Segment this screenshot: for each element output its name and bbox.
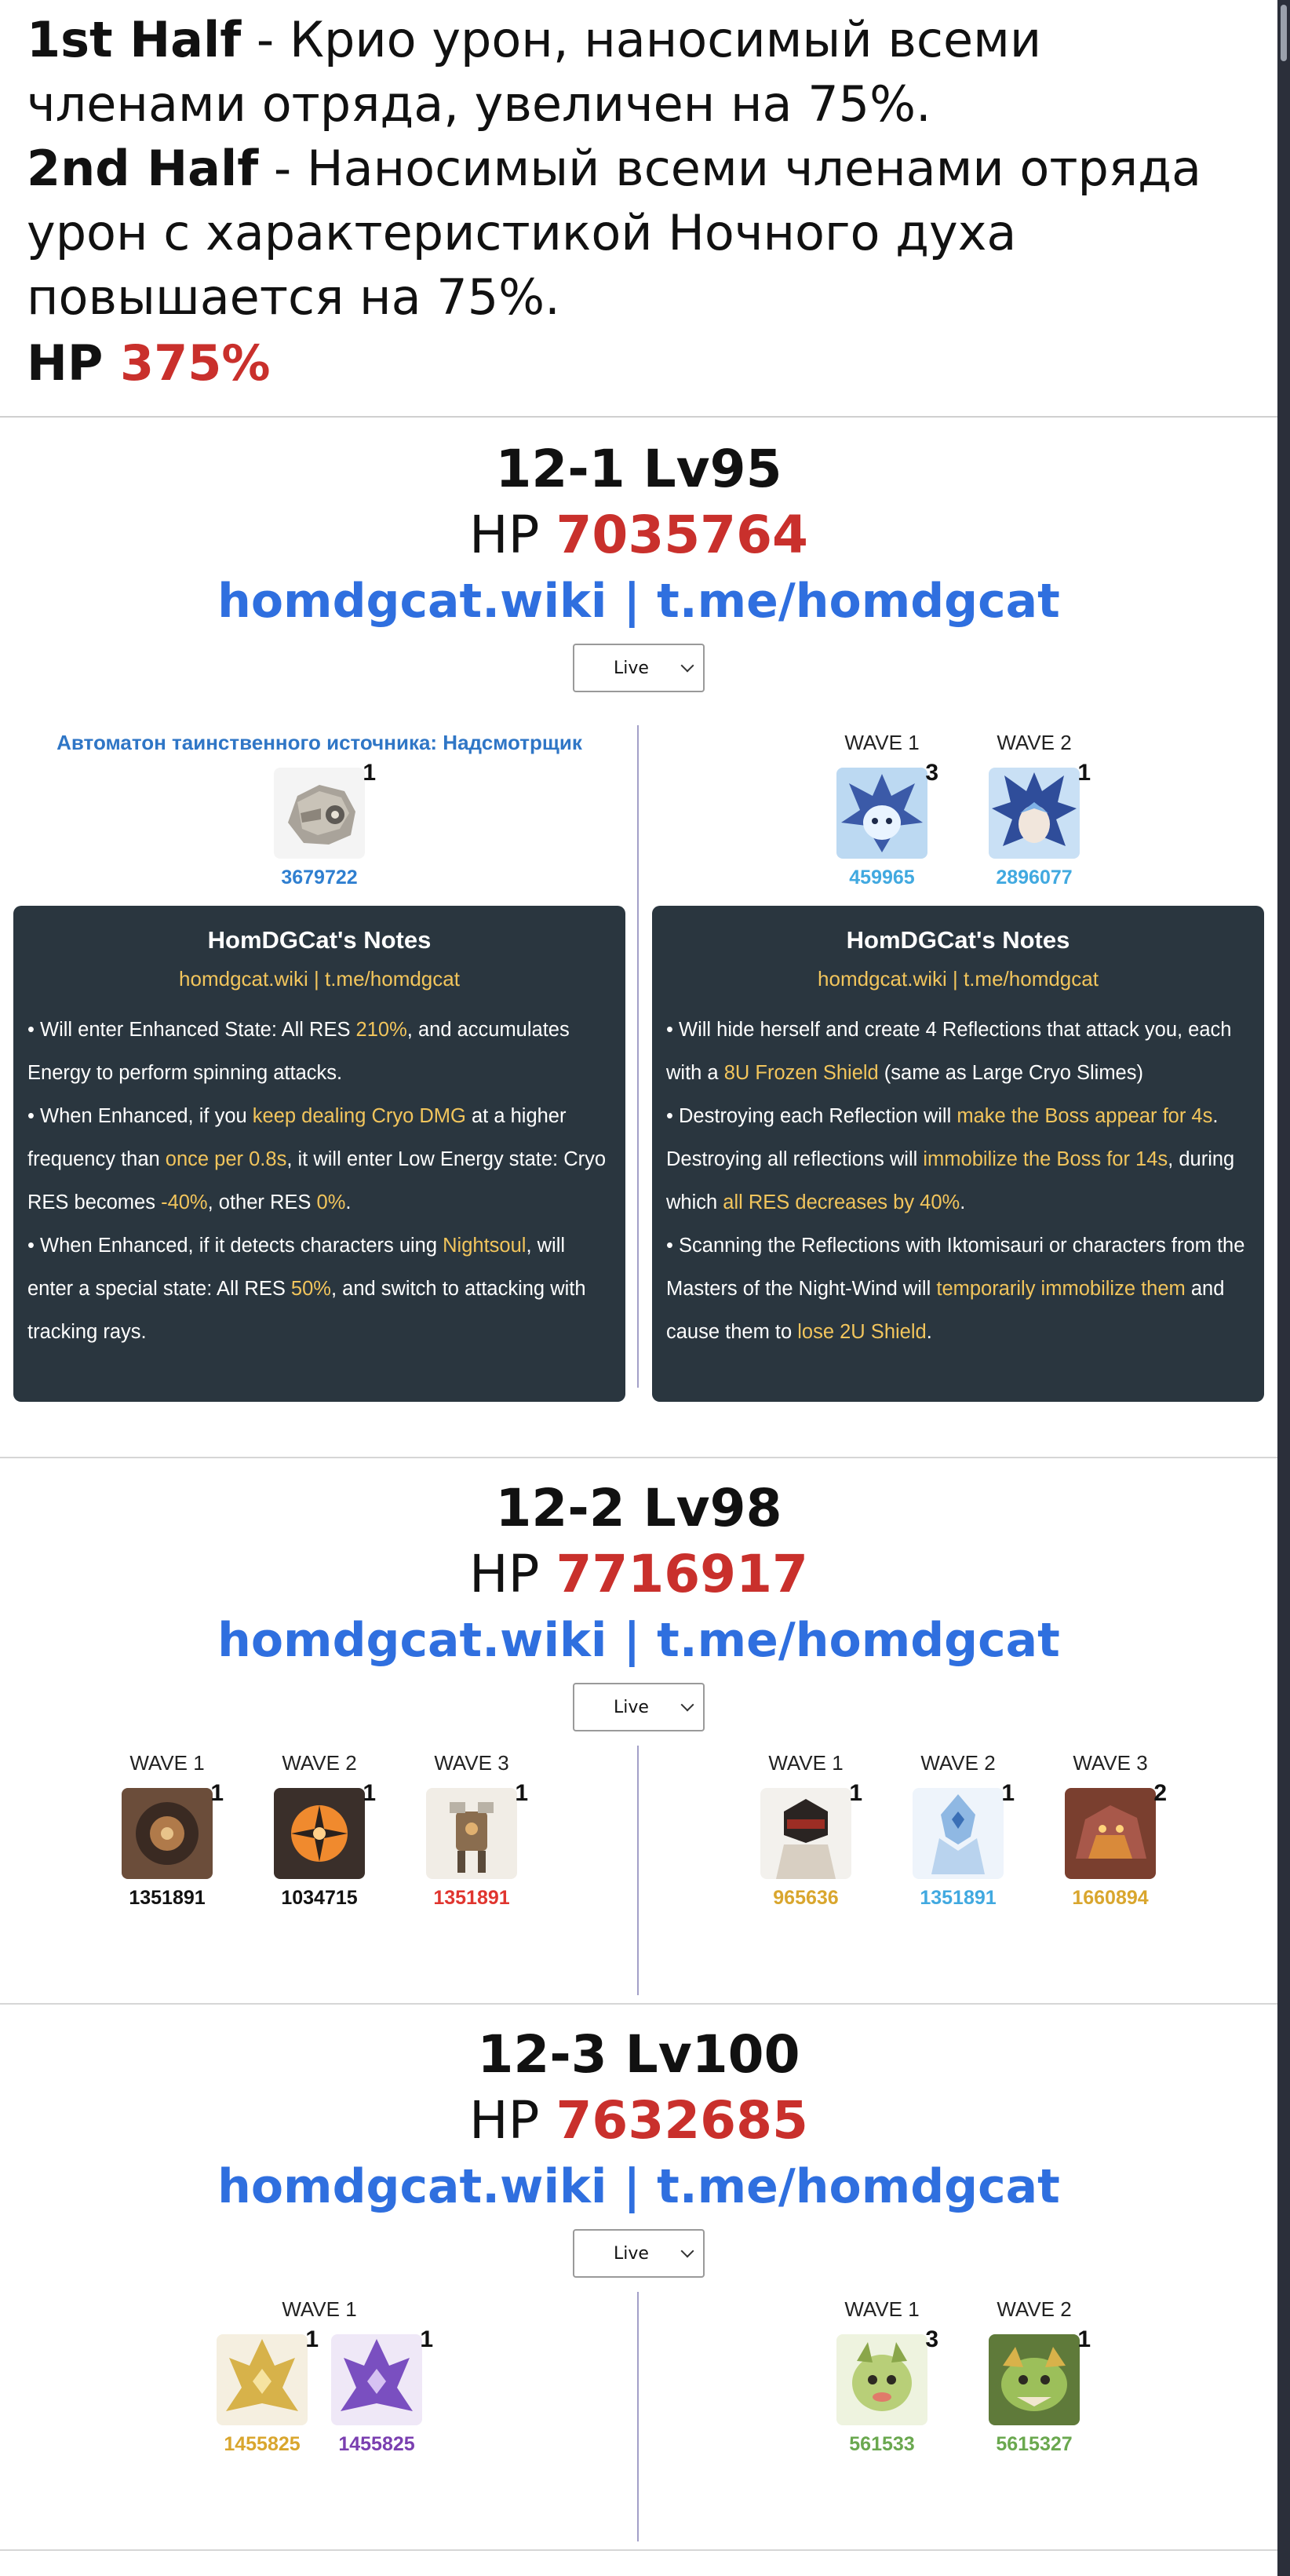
wave-label: WAVE 2 [997,2297,1072,2321]
wave-label: WAVE 2 [920,1751,996,1775]
wave-label: WAVE 3 [434,1751,509,1775]
enemy-card[interactable] [217,2326,319,2460]
chamber-hp-value: 7716917 [556,1544,808,1604]
wave-1 [836,2292,938,2460]
wave-list [836,725,1091,893]
half-divider [637,725,639,1388]
floor-hp [27,331,1251,396]
chamber-header [0,2005,1277,2278]
wave-label: WAVE 1 [282,2297,357,2321]
construct-core-icon [122,1780,224,1879]
enemy-count: 1 [420,2326,433,2352]
wave-label: WAVE 1 [844,731,920,754]
chamber-12-1 [0,418,1277,1458]
enemy-hp: 459965 [849,867,915,888]
enemy-hp: 1034715 [281,1887,358,1909]
version-select[interactable] [573,1683,705,1731]
note-item: • Destroying each Reflection will make the Boss appear for 4s. Destroying all reflections will immobilize the Boss for 14s, during which all RES decreases by 40%. [666,1105,1235,1213]
chamber-hp [0,502,1277,568]
chamber-halves [0,2292,1277,2541]
chamber-12-2 [0,1458,1277,2005]
first-half-buff [27,8,1251,137]
enemy-card[interactable] [274,1780,376,1914]
chamber-title: 12-3 Lv100 [477,2024,800,2085]
note-item: • When Enhanced, if it detects characters uing Nightsoul, will enter a special state: All RES 50%, and switch to attacking with tracking rays. [27,1235,586,1343]
notes-body [666,1009,1250,1354]
enemy-hp: 2896077 [996,867,1073,888]
wave-label: WAVE 1 [844,2297,920,2321]
half-divider [637,1746,639,1995]
first-half [0,2292,639,2541]
notes-panel [652,906,1264,1402]
enemy-hp: 1455825 [224,2433,301,2455]
enemy-count: 3 [925,760,938,786]
enemy-count: 1 [210,1780,224,1806]
version-select-value: Live [614,2243,649,2264]
chamber-halves [0,1746,1277,1995]
wave-label: WAVE 2 [282,1751,357,1775]
enemy-card[interactable] [331,2326,433,2460]
version-select-value: Live [614,658,649,678]
enemy-hp: 5615327 [996,2433,1073,2455]
electro-crystal-beast-icon [331,2326,433,2425]
wave-label: WAVE 3 [1073,1751,1148,1775]
first-half-text: - Крио урон, наносимый всеми членами отряда, увеличен на 75%. [27,11,1042,133]
scrollbar-thumb[interactable] [1281,5,1287,61]
orange-core-construct-icon [274,1780,376,1879]
enemy-count: 1 [305,2326,319,2352]
enemy-hp: 1660894 [1072,1887,1149,1909]
enemy-count: 1 [363,760,376,786]
wave-2 [913,1746,1015,1914]
enemy-card[interactable] [836,760,938,893]
chamber-hp-label: HP [469,1544,540,1604]
enemy-hp: 1455825 [338,2433,415,2455]
second-half [639,2292,1277,2541]
scrollbar[interactable] [1277,0,1290,2576]
notes-link[interactable]: homdgcat.wiki | t.me/homdgcat [179,967,460,991]
first-half [0,1746,639,1995]
notes-title: HomDGCat's Notes [846,926,1070,954]
boss-name: Автоматон таинственного источника: Надсмотрщик [56,731,582,754]
ice-armor-icon [913,1780,1015,1879]
note-item: • When Enhanced, if you keep dealing Cryo DMG at a higher frequency than once per 0.8s, it will enter Low Energy state: Cryo RES becomes -40%, other RES 0%. [27,1105,607,1213]
chamber-12-3 [0,2005,1277,2551]
wave-1 [760,1746,862,1914]
note-item: • Scanning the Reflections with Iktomisauri or characters from the Masters of the Night-Wind will temporarily immobilize them and cause them to lose 2U Shield. [666,1235,1245,1343]
chamber-hp-value: 7035764 [556,505,808,565]
notes-body [27,1009,611,1354]
enemy-count: 1 [1001,1780,1015,1806]
small-dendro-lizard-icon [836,2326,938,2425]
wave-label: WAVE 1 [768,1751,844,1775]
chamber-hp-label: HP [469,505,540,565]
enemy-list [274,760,376,893]
chamber-title: 12-2 Lv98 [495,1478,782,1538]
enemy-card[interactable] [913,1780,1015,1914]
enemy-card[interactable] [836,2326,938,2460]
enemy-count: 1 [1077,760,1091,786]
enemy-count: 1 [515,1780,528,1806]
geo-crystal-beast-icon [217,2326,319,2425]
wave-label: WAVE 2 [997,731,1072,754]
floor-hp-label: HP [27,334,104,392]
second-half [639,1746,1277,1995]
second-half-text: - Наносимый всеми членами отряда урон с характеристикой Ночного духа повышается на 75%. [27,140,1201,326]
chevron-down-icon [681,659,694,673]
enemy-hp: 965636 [773,1887,839,1909]
wave-1 [217,2292,433,2460]
wave-2 [989,725,1091,893]
enemy-count: 1 [363,1780,376,1806]
half-divider [637,2292,639,2541]
second-half [639,725,1277,1402]
chamber-hp-value: 7632685 [556,2090,808,2151]
enemy-hp: 3679722 [281,867,358,888]
dendro-lizard-icon [989,2326,1091,2425]
notes-link[interactable]: homdgcat.wiki | t.me/homdgcat [818,967,1099,991]
version-select-value: Live [614,1697,649,1717]
wave-3 [1065,1746,1167,1914]
overseer-automaton-icon [274,760,376,859]
homdgcat-link[interactable]: homdgcat.wiki | t.me/homdgcat [217,2159,1060,2214]
wave-2 [274,1746,376,1914]
first-half [0,725,639,1402]
enemy-card[interactable] [274,760,376,893]
enemy-hp: 561533 [849,2433,915,2455]
second-half-buff [27,137,1251,330]
enemy-card[interactable] [426,1780,528,1914]
enemy-card[interactable] [122,1780,224,1914]
enemy-card[interactable] [989,760,1091,893]
enemy-count: 1 [849,1780,862,1806]
wave-3 [426,1746,528,1914]
wave-1 [836,725,938,893]
enemy-hp: 1351891 [129,1887,206,1909]
floor-hp-value: 375% [119,334,271,392]
wave-2 [989,2292,1091,2460]
enemy-card[interactable] [760,1780,862,1914]
masked-warrior-icon [760,1780,862,1879]
cryo-boss-small-icon [836,760,938,859]
chamber-hp [0,2088,1277,2154]
enemy-hp: 1351891 [433,1887,510,1909]
chamber-hp [0,1542,1277,1607]
rock-beast-icon [1065,1780,1167,1879]
enemy-hp: 1351891 [920,1887,997,1909]
wave-list [217,2292,433,2460]
version-select[interactable] [573,644,705,692]
first-half-label: 1st Half [27,11,242,68]
wave-list [122,1746,528,1914]
chamber-header [0,1458,1277,1731]
cryo-boss-icon [989,760,1091,859]
note-item: • Will enter Enhanced State: All RES 210%, and accumulates Energy to perform spinning attacks. [27,1019,570,1084]
homdgcat-link[interactable]: homdgcat.wiki | t.me/homdgcat [217,1613,1060,1668]
chamber-halves [0,725,1277,1402]
wave-list [836,2292,1091,2460]
wave-label: WAVE 1 [129,1751,205,1775]
chamber-header [0,418,1277,692]
note-item: • Will hide herself and create 4 Reflections that attack you, each with a 8U Frozen Shield (same as Large Cryo Slimes) [666,1019,1232,1084]
chamber-hp-label: HP [469,2090,540,2151]
wave-1 [122,1746,224,1914]
wave-list [760,1746,1167,1914]
mech-walker-icon [426,1780,528,1879]
second-half-label: 2nd Half [27,140,259,197]
chevron-down-icon [681,1698,694,1712]
notes-title: HomDGCat's Notes [207,926,432,954]
homdgcat-link[interactable]: homdgcat.wiki | t.me/homdgcat [217,574,1060,629]
chevron-down-icon [681,2245,694,2258]
floor-buffs [0,0,1277,418]
enemy-count: 2 [1153,1780,1167,1806]
enemy-card[interactable] [989,2326,1091,2460]
chamber-title: 12-1 Lv95 [495,439,782,499]
enemy-count: 3 [925,2326,938,2352]
enemy-card[interactable] [1065,1780,1167,1914]
enemy-list [217,2326,433,2460]
notes-panel [13,906,625,1402]
version-select[interactable] [573,2229,705,2278]
enemy-count: 1 [1077,2326,1091,2352]
